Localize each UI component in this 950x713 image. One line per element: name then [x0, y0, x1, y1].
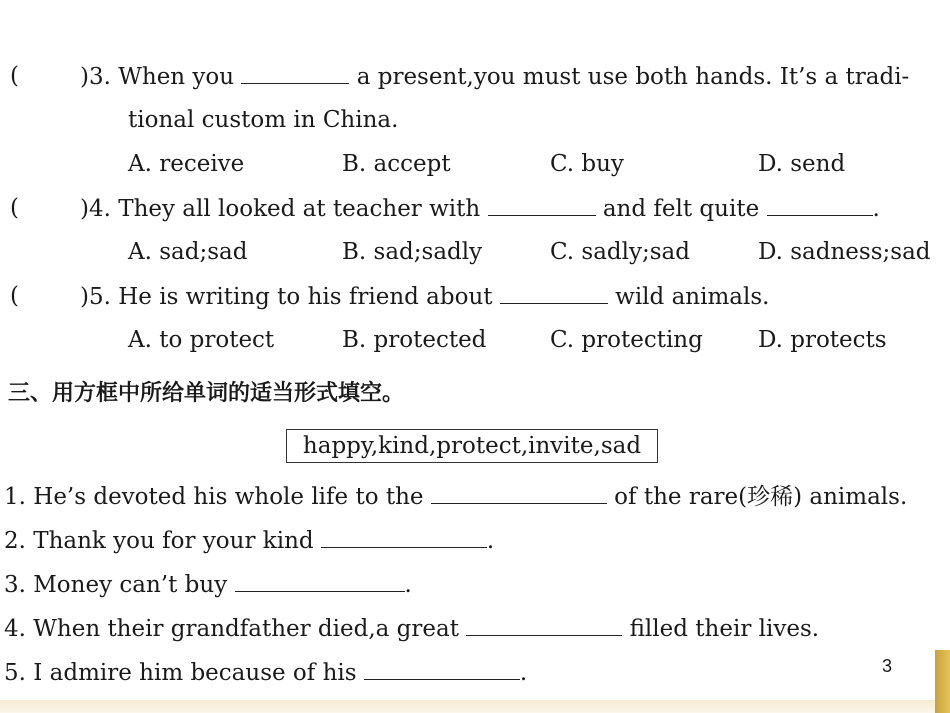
item-text: filled their lives.: [629, 616, 820, 642]
option-a: A. sad;sad: [128, 239, 248, 265]
answer-blank[interactable]: [364, 657, 520, 680]
answer-blank[interactable]: [466, 613, 622, 636]
answer-paren-open: (: [10, 63, 19, 89]
option-a: A. to protect: [128, 327, 275, 353]
option-a: A. receive: [128, 151, 245, 177]
item-text: 5. I admire him because of his: [4, 660, 357, 686]
option-b: B. protected: [342, 327, 487, 353]
fill-item-5: [4, 657, 527, 688]
fill-item-4: [4, 613, 819, 644]
bottom-decoration: [0, 700, 950, 713]
answer-blank[interactable]: [431, 481, 607, 504]
question-text: They all looked at teacher with: [118, 196, 481, 222]
question-text: When you: [118, 64, 235, 90]
item-text: 3. Money can’t buy: [4, 572, 228, 598]
answer-blank[interactable]: [767, 193, 873, 216]
option-d: D. sadness;sad: [758, 239, 931, 265]
item-text: .: [404, 572, 412, 598]
option-c: C. protecting: [550, 327, 703, 353]
option-c: C. sadly;sad: [550, 239, 690, 265]
question-number: )3.: [80, 64, 111, 90]
question-text: a present,you must use both hands. It’s a tradi-: [356, 64, 910, 90]
page-number: 3: [882, 656, 893, 676]
item-text: 4. When their grandfather died,a great: [4, 616, 459, 642]
question-text: and felt quite: [602, 196, 760, 222]
item-text: 2. Thank you for your kind: [4, 528, 314, 554]
section-title: 三、用方框中所给单词的适当形式填空。: [8, 381, 405, 406]
answer-blank[interactable]: [241, 61, 349, 84]
option-d: D. protects: [758, 327, 887, 353]
option-d: D. send: [758, 151, 846, 177]
item-text: of the rare(珍稀) animals.: [614, 484, 908, 510]
answer-blank[interactable]: [321, 525, 487, 548]
question-number: )4.: [80, 196, 111, 222]
question-5: [80, 281, 769, 312]
question-text: He is writing to his friend about: [118, 284, 493, 310]
option-c: C. buy: [550, 151, 624, 177]
option-b: B. accept: [342, 151, 451, 177]
question-text: wild animals.: [615, 284, 770, 310]
question-number: )5.: [80, 284, 111, 310]
word-box: happy,kind,protect,invite,sad: [286, 429, 658, 463]
fill-item-1: [4, 481, 907, 512]
answer-paren-open: (: [10, 195, 19, 221]
question-text-continued: tional custom in China.: [128, 107, 399, 133]
answer-paren-open: (: [10, 283, 19, 309]
question-text: .: [872, 196, 880, 222]
item-text: 1. He’s devoted his whole life to the: [4, 484, 424, 510]
item-text: .: [486, 528, 495, 554]
question-4: [80, 193, 880, 224]
answer-blank[interactable]: [235, 569, 405, 592]
answer-blank[interactable]: [500, 281, 608, 304]
answer-blank[interactable]: [488, 193, 596, 216]
option-b: B. sad;sadly: [342, 239, 483, 265]
item-text: .: [519, 660, 528, 686]
fill-item-2: [4, 525, 494, 556]
question-3: [80, 61, 909, 92]
corner-decoration: [935, 650, 950, 713]
fill-item-3: [4, 569, 412, 600]
